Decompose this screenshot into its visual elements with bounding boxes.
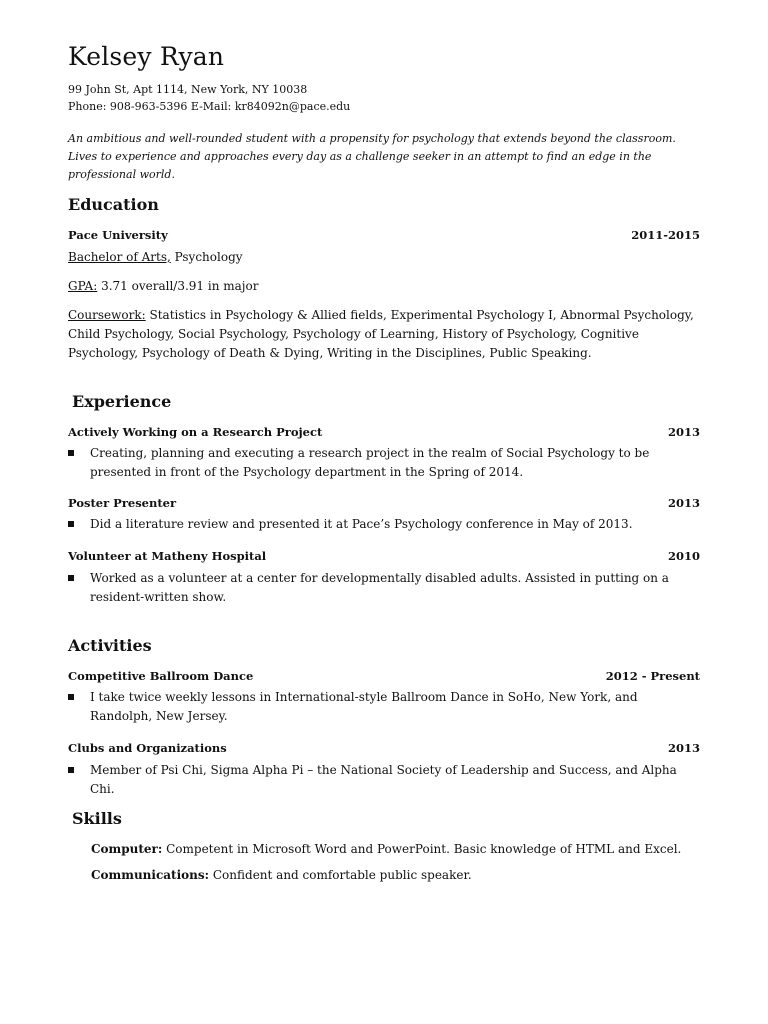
bullet-square-icon	[68, 767, 74, 773]
skill-communications	[91, 868, 472, 882]
school-years: 2011-2015	[631, 228, 700, 242]
degree-line	[68, 248, 700, 267]
activities-heading: Activities	[68, 636, 152, 655]
summary-statement: An ambitious and well-rounded student with a propensity for psychology that extends beyond the classroom. Lives to experience and approaches every day as a challenge seeker in an attempt to find an edge in the professional world.	[68, 132, 676, 181]
activity-bullet	[68, 688, 700, 726]
coursework-line	[68, 306, 700, 363]
experience-year: 2013	[667, 496, 700, 510]
degree-value: Psychology	[170, 250, 243, 264]
experience-row	[68, 425, 700, 439]
experience-row	[68, 496, 700, 510]
experience-title: Volunteer at Matheny Hospital	[68, 549, 267, 563]
coursework-value: Statistics in Psychology & Allied fields, Experimental Psychology I, Abnormal Psychology, Child Psychology, Social Psychology, Psychology of Learning, History of Psychology, Cognitive Psychology, Psychology of Death & Dying, Writing in the Disciplines, Public Speaking.	[68, 308, 694, 360]
bullet-text: Creating, planning and executing a research project in the realm of Social Psychology to be presented in front of the Psychology department in the Spring of 2014.	[90, 446, 650, 479]
experience-heading: Experience	[72, 392, 172, 411]
activity-title: Competitive Ballroom Dance	[68, 669, 254, 683]
experience-bullet	[68, 569, 700, 607]
skills-heading: Skills	[72, 809, 122, 828]
gpa-value: 3.71 overall/3.91 in major	[97, 279, 259, 293]
activity-year: 2012 - Present	[605, 669, 700, 683]
skill-value: Confident and comfortable public speaker.	[209, 868, 472, 882]
education-row	[68, 228, 700, 242]
skill-computer	[91, 842, 681, 856]
candidate-name: Kelsey Ryan	[68, 42, 225, 71]
coursework-label: Coursework:	[68, 308, 146, 322]
email-address: kr84092n@pace.edu	[234, 100, 351, 113]
school-name: Pace University	[68, 228, 168, 242]
bullet-square-icon	[68, 521, 74, 527]
experience-title: Poster Presenter	[68, 496, 177, 510]
experience-row	[68, 549, 700, 563]
activity-row	[68, 741, 700, 755]
skill-label: Communications:	[91, 868, 210, 882]
address: 99 John St, Apt 1114, New York, NY 10038	[68, 83, 308, 96]
experience-year: 2013	[667, 425, 700, 439]
phone-label: Phone:	[68, 100, 107, 113]
phone-number: 908-963-5396	[109, 100, 188, 113]
education-heading: Education	[68, 195, 159, 214]
contact-line	[68, 100, 350, 113]
bullet-square-icon	[68, 694, 74, 700]
activity-year: 2013	[667, 741, 700, 755]
skill-value: Competent in Microsoft Word and PowerPoint. Basic knowledge of HTML and Excel.	[162, 842, 682, 856]
experience-title: Actively Working on a Research Project	[68, 425, 323, 439]
experience-year: 2010	[667, 549, 700, 563]
bullet-square-icon	[68, 450, 74, 456]
experience-bullet	[68, 444, 700, 482]
skill-label: Computer:	[91, 842, 163, 856]
bullet-text: Worked as a volunteer at a center for developmentally disabled adults. Assisted in putting on a resident-written show.	[90, 571, 669, 604]
degree-label: Bachelor of Arts,	[68, 250, 171, 264]
bullet-text: I take twice weekly lessons in International-style Ballroom Dance in SoHo, New York, and Randolph, New Jersey.	[90, 690, 638, 723]
activity-bullet	[68, 761, 700, 799]
bullet-text: Member of Psi Chi, Sigma Alpha Pi – the National Society of Leadership and Success, and Alpha Chi.	[90, 763, 677, 796]
email-label: E-Mail:	[190, 100, 232, 113]
activity-row	[68, 669, 700, 683]
gpa-label: GPA:	[68, 279, 98, 293]
experience-bullet	[68, 515, 700, 534]
bullet-text: Did a literature review and presented it at Pace’s Psychology conference in May of 2013.	[90, 517, 633, 531]
activity-title: Clubs and Organizations	[68, 741, 227, 755]
bullet-square-icon	[68, 575, 74, 581]
gpa-line	[68, 277, 700, 296]
